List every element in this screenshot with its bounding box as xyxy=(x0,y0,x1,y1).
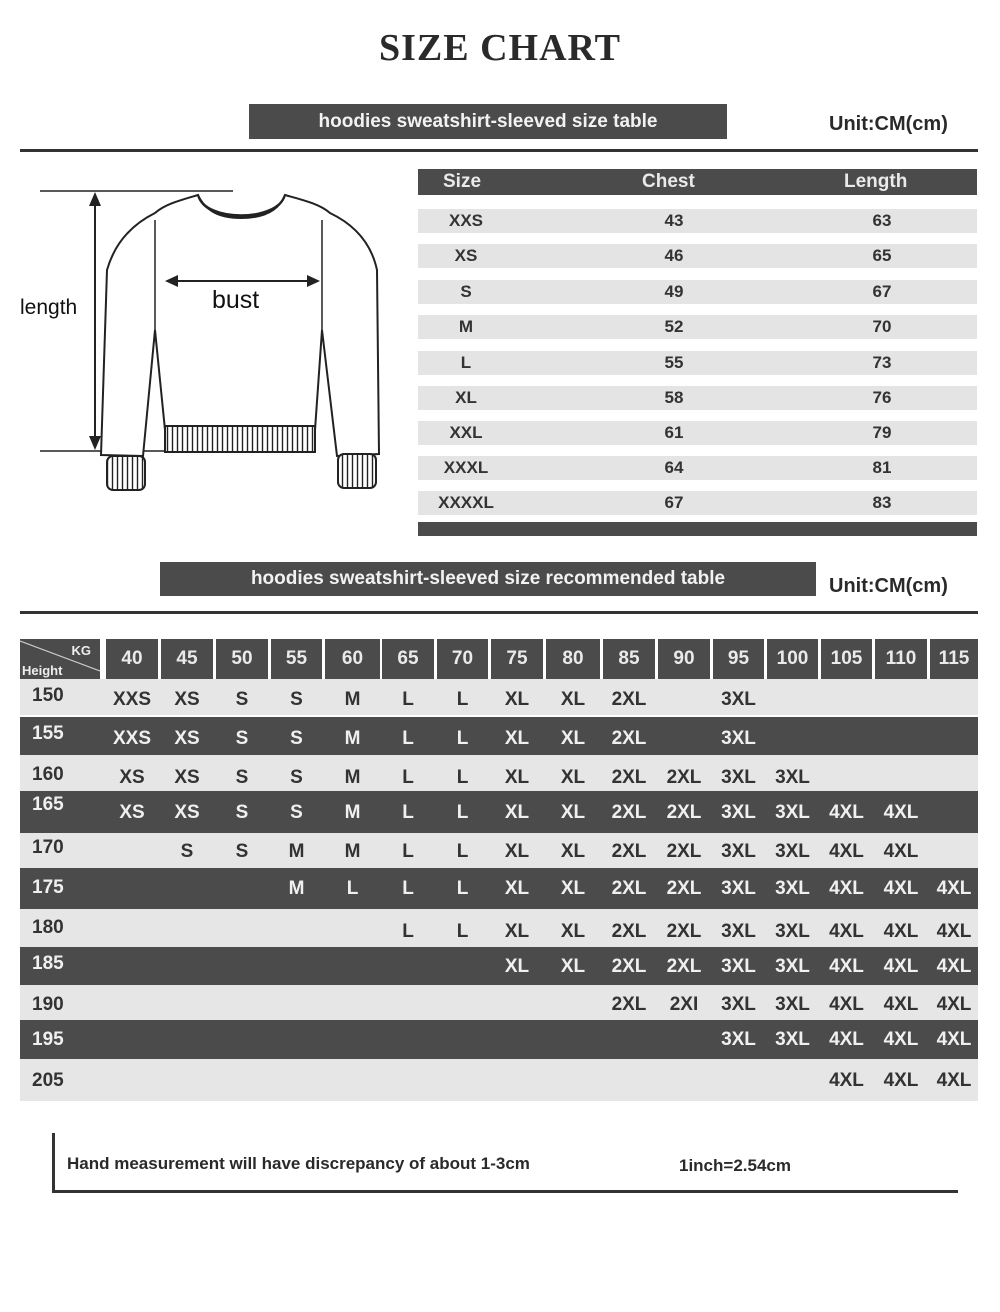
recommended-table-banner xyxy=(160,562,816,596)
size-cell: XL xyxy=(504,841,530,862)
size-cell: 2XL xyxy=(666,878,702,899)
size-cell: S xyxy=(235,802,249,823)
height-cell: 165 xyxy=(32,794,64,815)
bust-label: bust xyxy=(212,286,260,314)
size-cell: XL xyxy=(560,841,586,862)
size-row xyxy=(418,421,977,445)
size-cell: XL xyxy=(504,728,530,749)
length-cell: 67 xyxy=(872,282,892,301)
size-cell: 4XL xyxy=(883,994,919,1015)
size-cell: 3XL xyxy=(775,994,810,1015)
recommended-row xyxy=(20,679,978,715)
weight-header-cell: 110 xyxy=(875,639,927,679)
size-row xyxy=(418,209,977,233)
size-cell: XS xyxy=(174,689,200,710)
recommended-table-unit: Unit:CM(cm) xyxy=(829,575,948,597)
size-row xyxy=(418,280,977,304)
recommended-row xyxy=(20,909,978,947)
height-cell: 150 xyxy=(32,685,64,706)
size-cell: 4XL xyxy=(883,1029,919,1050)
size-cell: XL xyxy=(504,802,530,823)
height-cell: 185 xyxy=(32,953,64,974)
size-cell: 4XL xyxy=(829,878,864,899)
size-row xyxy=(418,315,977,339)
chest-cell: 61 xyxy=(664,423,684,442)
weight-header-cell: 90 xyxy=(658,639,710,679)
weight-header-cell: 55 xyxy=(271,639,322,679)
recommended-row xyxy=(20,755,978,791)
size-cell: M xyxy=(288,841,305,862)
size-cell: 2XL xyxy=(611,802,647,823)
size-table-footer xyxy=(418,522,977,536)
size-cell: 4XL xyxy=(883,1070,919,1091)
size-cell: XL xyxy=(560,956,586,977)
size-cell: XS xyxy=(454,246,478,265)
height-cell: 160 xyxy=(32,764,64,785)
length-cell: 83 xyxy=(872,493,892,512)
size-cell: 3XL xyxy=(721,802,756,823)
size-cell: 4XL xyxy=(883,921,919,942)
size-cell: XL xyxy=(504,956,530,977)
header-length: Length xyxy=(844,171,908,192)
size-cell: M xyxy=(344,767,361,788)
length-cell: 63 xyxy=(872,211,892,230)
size-cell: M xyxy=(344,841,361,862)
chest-cell: 43 xyxy=(664,211,684,230)
size-cell: 4XL xyxy=(883,878,919,899)
size-cell: L xyxy=(456,921,469,942)
discrepancy-note: Hand measurement will have discrepancy of about 1-3cm xyxy=(67,1154,530,1173)
size-cell: 4XL xyxy=(936,878,972,899)
chest-cell: 52 xyxy=(664,317,684,336)
length-cell: 76 xyxy=(872,388,892,407)
size-cell: XS xyxy=(174,728,200,749)
corner-kg-label: KG xyxy=(71,643,91,658)
sweatshirt-icon xyxy=(15,180,405,500)
size-cell: 4XL xyxy=(829,841,864,862)
chest-cell: 58 xyxy=(664,388,684,407)
height-cell: 180 xyxy=(32,917,64,938)
note-bracket-bottom xyxy=(52,1190,958,1193)
size-cell: L xyxy=(456,689,469,710)
weight-header-cell: 70 xyxy=(437,639,488,679)
size-row xyxy=(418,491,977,515)
size-cell: L xyxy=(456,878,469,899)
size-cell: L xyxy=(402,841,414,862)
weight-header-cell: 60 xyxy=(325,639,380,679)
size-cell: 3XL xyxy=(721,767,756,788)
height-cell: 195 xyxy=(32,1029,64,1050)
size-cell: L xyxy=(456,841,469,862)
size-cell: 3XL xyxy=(775,921,810,942)
size-cell: L xyxy=(402,767,414,788)
weight-header-cell: 75 xyxy=(491,639,543,679)
size-cell: M xyxy=(344,689,361,710)
conversion-note: 1inch=2.54cm xyxy=(679,1156,791,1175)
height-cell: 175 xyxy=(32,877,64,898)
size-cell: 3XL xyxy=(721,994,756,1015)
length-cell: 65 xyxy=(872,246,892,265)
chest-cell: 67 xyxy=(664,493,684,512)
chest-cell: 46 xyxy=(664,246,684,265)
size-cell: XL xyxy=(504,878,530,899)
size-cell: XL xyxy=(560,802,586,823)
size-cell: M xyxy=(344,802,361,823)
weight-header-cell: 95 xyxy=(713,639,764,679)
size-cell: 2XL xyxy=(611,956,647,977)
size-cell: 3XL xyxy=(775,802,810,823)
recommended-row xyxy=(20,947,978,985)
size-cell: XL xyxy=(504,689,530,710)
size-cell: XS xyxy=(119,767,145,788)
recommended-row xyxy=(20,1059,978,1101)
size-cell: S xyxy=(290,767,303,788)
size-cell: M xyxy=(458,317,474,336)
size-cell: 4XL xyxy=(829,956,864,977)
size-cell: 4XL xyxy=(829,802,864,823)
size-cell: 3XL xyxy=(721,728,756,749)
size-cell: 3XL xyxy=(775,1029,810,1050)
size-cell: M xyxy=(288,878,305,899)
size-cell: 4XL xyxy=(883,841,919,862)
size-cell: 4XL xyxy=(883,802,919,823)
size-cell: 2XL xyxy=(611,767,647,788)
size-cell: 3XL xyxy=(721,956,756,977)
size-cell: 2XL xyxy=(666,841,702,862)
size-cell: 2XL xyxy=(611,841,647,862)
size-cell: 2XL xyxy=(666,956,702,977)
size-cell: 2XL xyxy=(666,802,702,823)
size-cell: XXXXL xyxy=(438,493,494,512)
size-cell: L xyxy=(402,728,414,749)
size-cell: XS xyxy=(174,767,200,788)
size-table-banner-text: hoodies sweatshirt-sleeved size table xyxy=(318,110,658,132)
size-cell: 4XL xyxy=(936,1029,972,1050)
weight-header-cell: 45 xyxy=(161,639,213,679)
size-table-banner xyxy=(249,104,727,139)
length-cell: 73 xyxy=(872,353,892,372)
corner-height-label: Height xyxy=(22,663,63,678)
size-table-unit: Unit:CM(cm) xyxy=(829,113,948,135)
size-cell: XXS xyxy=(448,211,484,230)
size-cell: 2XL xyxy=(611,994,647,1015)
size-cell: L xyxy=(402,802,414,823)
recommended-row xyxy=(20,833,978,868)
header-size: Size xyxy=(443,171,482,192)
size-row xyxy=(418,386,977,410)
size-cell: S xyxy=(460,282,472,301)
size-cell: S xyxy=(180,841,194,862)
size-cell: XS xyxy=(119,802,145,823)
chest-cell: 64 xyxy=(664,458,684,477)
size-cell: XXS xyxy=(112,728,152,749)
weight-header-cell: 50 xyxy=(216,639,268,679)
size-cell: L xyxy=(456,802,469,823)
weight-header-cell: 85 xyxy=(603,639,655,679)
size-cell: 3XL xyxy=(721,1029,756,1050)
note-bracket-left xyxy=(52,1133,55,1193)
size-cell: 4XL xyxy=(829,1070,864,1091)
size-cell: L xyxy=(402,878,414,899)
size-row xyxy=(418,351,977,375)
size-row xyxy=(418,456,977,480)
size-cell: XS xyxy=(174,802,200,823)
size-cell: 4XL xyxy=(936,1070,972,1091)
size-cell: 2XL xyxy=(611,728,647,749)
size-cell: 2XL xyxy=(611,689,647,710)
size-cell: XL xyxy=(560,689,586,710)
size-cell: 2XL xyxy=(666,921,702,942)
size-cell: S xyxy=(235,767,249,788)
size-cell: S xyxy=(290,728,303,749)
size-row xyxy=(418,244,977,268)
recommended-row xyxy=(20,717,978,755)
size-cell: 3XL xyxy=(775,767,810,788)
size-cell: 4XL xyxy=(829,921,864,942)
page-title: SIZE CHART xyxy=(378,27,621,69)
size-cell: S xyxy=(235,841,249,862)
size-cell: L xyxy=(402,921,414,942)
size-cell: XL xyxy=(560,767,586,788)
chest-cell: 55 xyxy=(664,353,684,372)
weight-header-cell: 65 xyxy=(382,639,434,679)
size-cell: XXL xyxy=(449,423,483,442)
size-cell: 4XL xyxy=(936,956,972,977)
length-cell: 70 xyxy=(872,317,892,336)
height-cell: 190 xyxy=(32,994,64,1015)
height-cell: 170 xyxy=(32,837,64,858)
size-cell: 3XL xyxy=(775,841,810,862)
corner-cell xyxy=(20,639,100,679)
height-cell: 155 xyxy=(32,723,64,744)
recommended-row xyxy=(20,1020,978,1059)
size-cell: S xyxy=(290,689,303,710)
size-cell: 3XL xyxy=(721,689,756,710)
size-cell: L xyxy=(460,353,472,372)
divider xyxy=(20,611,978,614)
size-cell: 4XL xyxy=(829,1029,864,1050)
size-cell: XXS xyxy=(112,689,152,710)
length-cell: 79 xyxy=(872,423,892,442)
size-cell: 3XL xyxy=(775,956,810,977)
size-cell: 3XL xyxy=(721,878,756,899)
size-cell: 3XL xyxy=(775,878,810,899)
weight-header-cell: 105 xyxy=(821,639,872,679)
size-cell: S xyxy=(290,802,303,823)
sweatshirt-diagram xyxy=(15,180,405,500)
size-cell: XL xyxy=(560,921,586,942)
size-cell: XL xyxy=(560,878,586,899)
size-cell: 2XL xyxy=(666,767,702,788)
size-cell: 3XL xyxy=(721,841,756,862)
size-cell: 4XL xyxy=(829,994,864,1015)
size-cell: XL xyxy=(560,728,586,749)
size-cell: L xyxy=(402,689,414,710)
size-cell: S xyxy=(235,689,249,710)
size-cell: L xyxy=(456,728,469,749)
size-cell: 2XL xyxy=(611,921,647,942)
chest-cell: 49 xyxy=(664,282,684,301)
size-cell: L xyxy=(456,767,469,788)
length-label: length xyxy=(20,296,78,319)
size-cell: 2XI xyxy=(669,994,699,1015)
weight-header-cell: 40 xyxy=(106,639,158,679)
size-cell: L xyxy=(346,878,359,899)
recommended-table-banner-text: hoodies sweatshirt-sleeved size recommended table xyxy=(250,568,726,589)
recommended-row xyxy=(20,791,978,833)
size-cell: 2XL xyxy=(611,878,647,899)
size-table-header xyxy=(418,169,977,195)
size-cell: S xyxy=(235,728,249,749)
size-cell: 4XL xyxy=(936,994,972,1015)
size-cell: XL xyxy=(504,767,530,788)
length-cell: 81 xyxy=(872,458,892,477)
height-cell: 205 xyxy=(32,1070,64,1091)
weight-header-cell: 115 xyxy=(930,639,978,679)
divider xyxy=(20,149,978,152)
recommended-row xyxy=(20,868,978,909)
recommended-row xyxy=(20,985,978,1020)
weight-header-cell: 80 xyxy=(546,639,600,679)
size-cell: XL xyxy=(504,921,530,942)
size-cell: 3XL xyxy=(721,921,756,942)
size-cell: 4XL xyxy=(936,921,972,942)
size-cell: XXXL xyxy=(443,458,489,477)
size-cell: XL xyxy=(455,388,477,407)
header-chest: Chest xyxy=(642,171,695,192)
size-cell: 4XL xyxy=(883,956,919,977)
size-cell: M xyxy=(344,728,361,749)
weight-header-cell: 100 xyxy=(767,639,818,679)
